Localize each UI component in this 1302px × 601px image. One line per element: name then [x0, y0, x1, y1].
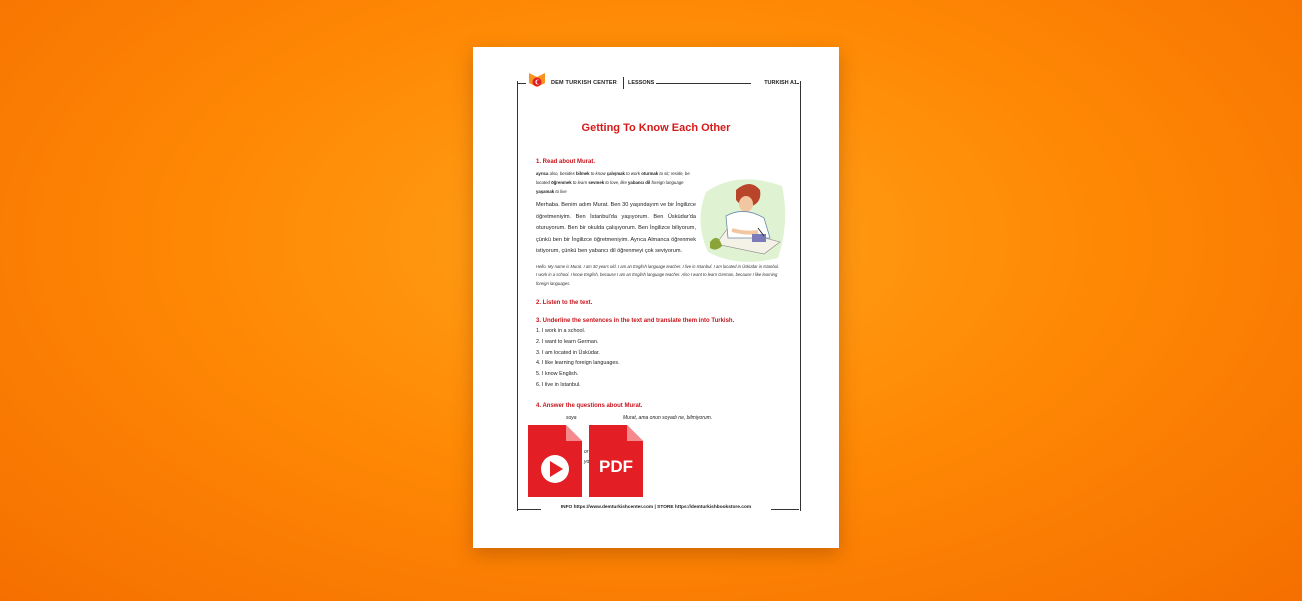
q4-fragment: or: [584, 448, 589, 455]
footer-store: STORE https://demturkishbookstore.com: [657, 505, 752, 510]
header-separator: [623, 77, 624, 89]
vocab-word: sevmek: [588, 180, 605, 185]
vocab-gloss: to know: [590, 171, 606, 176]
vocab-gloss: foreign language: [651, 180, 684, 185]
q4-fragment: soya: [566, 414, 577, 421]
vocab-gloss: to sit; reside, be located: [536, 171, 690, 185]
header-level: TURKISH A1: [761, 80, 797, 86]
video-file-icon[interactable]: [528, 425, 582, 497]
pdf-label: PDF: [599, 457, 633, 476]
brand-name: DEM TURKISH CENTER: [551, 80, 617, 86]
vocab-gloss: to love, like: [605, 180, 627, 185]
section-4-heading: 4. Answer the questions about Murat.: [536, 402, 643, 409]
q4-example: Murat, ama onun soyadı ne, bilmiyorum.: [623, 414, 713, 421]
vocab-word: çalışmak: [606, 171, 625, 176]
section-2-heading: 2. Listen to the text.: [536, 300, 593, 306]
q4-fragment: yo: [584, 458, 590, 465]
vocab-gloss: to work: [626, 171, 641, 176]
footer-info: INFO https://www.demturkishcenter.com: [560, 505, 654, 510]
header-rule-left: [517, 83, 526, 84]
list-item: 1. I work in a school.: [536, 328, 586, 334]
sentence-list: [536, 326, 786, 391]
list-item: 4. I like learning foreign languages.: [536, 360, 620, 367]
list-item: 5. I know English.: [536, 371, 579, 378]
list-item: 3. I am located in Üsküdar.: [536, 349, 600, 356]
worksheet-page: [473, 47, 839, 548]
pdf-file-icon[interactable]: [589, 425, 643, 497]
vocab-word: yabancı dil: [628, 180, 651, 185]
vocab-word: ayrıca: [536, 171, 549, 176]
vocab-word: oturmak: [641, 171, 659, 176]
worksheet-content: [536, 159, 786, 469]
vocab-gloss: to live: [555, 189, 567, 194]
list-item: 2. I want to learn German.: [536, 338, 599, 345]
page-header: [527, 77, 797, 91]
vocab-gloss: to learn: [572, 180, 588, 185]
page-footer: INFO https://www.demturkishcenter.com | STORE https://demturkishbookstore.com: [473, 505, 839, 510]
header-section: LESSONS: [628, 80, 655, 86]
vocab-word: öğrenmek: [551, 180, 572, 185]
vocabulary-box: [536, 169, 696, 196]
footer-rule-right: [771, 509, 799, 510]
section-3-heading: 3. Underline the sentences in the text and translate them into Turkish.: [536, 318, 735, 324]
reading-translation: Hello. My name is Murat. I am 30 years old. I am an English language teacher. I live in Istanbul. I am located in Üsküdar in Istanbul. I work in a school. I know English, because I am an English language teacher. Also I want to learn German, because I like learning foreign languages.: [536, 263, 780, 286]
vocab-word: yaşamak: [536, 189, 555, 194]
dem-logo: [527, 71, 547, 89]
section-1-heading: 1. Read about Murat.: [536, 159, 596, 165]
vocab-gloss: also, besides: [549, 171, 575, 176]
vocab-word: bilmek: [575, 171, 590, 176]
list-item: 6. I live in Istanbul.: [536, 381, 581, 388]
footer-rule-left: [517, 509, 541, 510]
page-title: Getting To Know Each Other: [581, 122, 731, 134]
reading-text: Merhaba. Benim adım Murat. Ben 30 yaşındayım ve bir İngilizce öğretmeniyim. Ben İstanbul'da yaşıyorum. Ben Üsküdar'da oturuyorum. Ben bir okulda çalışıyorum. Ben İngilizce biliyorum, çünkü ben bir İngilizce öğretmeniyim. Ayrıca Almanca öğrenmek istiyorum, çünkü ben yabancı dil öğrenmeyi çok seviyorum.: [536, 202, 696, 254]
